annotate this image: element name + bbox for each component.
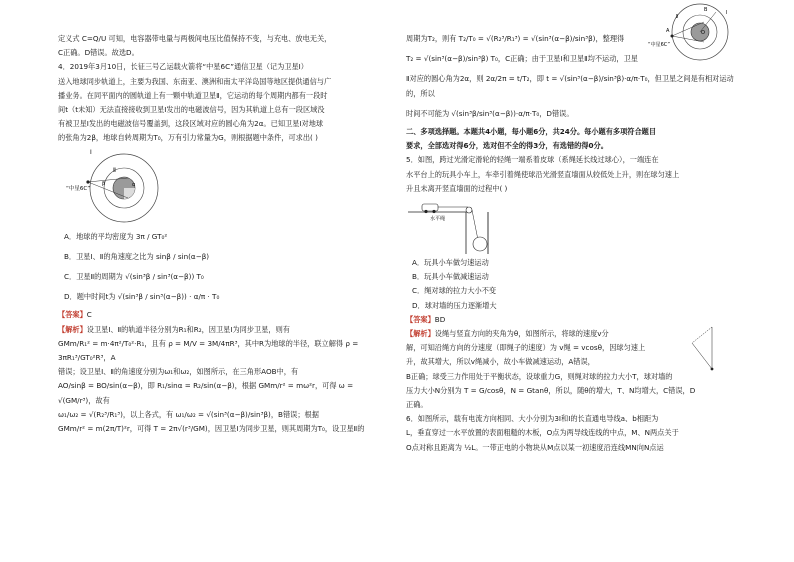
q4-line-3: 播业务。在同平面内的圆轨道上有一颗中轨道卫星Ⅱ，它运动的每个周期内都有一段时 [58, 90, 328, 100]
r-line-4: 时间不可能为 √(sin³β/sin³(α−β))·α/π·T₀，D错误。 [406, 108, 574, 118]
label-I: Ⅰ [90, 148, 92, 156]
option-a: A．地球的平均密度为 3π / GT₀² [64, 231, 168, 241]
satellite-dot [86, 180, 89, 183]
velocity-diagram [682, 323, 728, 373]
q4-line-1: 4．2019年3月10日，长征三号乙运载火箭将“中星6C”通信卫星（记为卫星Ⅰ） [58, 62, 308, 72]
option-c: C．卫星Ⅱ的周期为 √(sin³β / sin³(α−β)) T₀ [64, 272, 204, 282]
q5-option-b: B．玩具小车做减速运动 [412, 272, 489, 282]
analysis-tag: 【解析】 [58, 324, 87, 334]
r-analysis-tag: 【解析】 [406, 329, 435, 339]
section2-line-1: 二、多项选择题。本题共4小题，每小题6分，共24分。每小题有多项符合题目 [406, 127, 657, 137]
r-answer-tag: 【答案】 [406, 314, 435, 324]
r-analysis-line-4: B正确；球受三力作用处于平衡状态，设球重力G，则绳对球的拉力大小T，球对墙的 [406, 371, 673, 381]
label-beta: β [102, 180, 106, 187]
q6-line-1: 6．如图所示，载有电流方向相同、大小分别为3I和I的长直通电导线a、b相距为 [406, 414, 659, 424]
analysis-line-5: ω₁/ω₂ = √(R₂³/R₁³)，以上各式，有 ω₁/ω₂ = √(sin³(α−β)/sin³β)，B错误；根据 [58, 409, 319, 419]
q5-option-d: D．球对墙的压力逐渐增大 [412, 300, 497, 310]
analysis-line-6: GMm/r² = m(2π/T)²r，可得 T = 2π√(r³/GM)，因卫星Ⅰ为同步卫星，则其周期为T₀，设卫星Ⅱ的 [58, 424, 365, 434]
pulley-diagram [406, 196, 526, 256]
r-line-3: Ⅱ对应的圆心角为2α，则 2α/2π = t/T₂，即 t = √(sin³(α−β)/sin³β)·α/π·T₀，但卫星之间是有相对运动的，所以 [406, 74, 734, 98]
q4-line-2: 送入地球同步轨道上，主要为我国、东南亚、澳洲和南太平洋岛国等地区提供通信与广 [58, 76, 332, 86]
r-analysis-line-3: 升，故其增大，所以v绳减小，故小车做减速运动，A错误， [406, 357, 595, 367]
option-b: B．卫星Ⅰ、Ⅱ的角速度之比为 sinβ / sin(α−β) [64, 251, 210, 261]
pulley-figure [406, 196, 526, 256]
label-B: B [704, 7, 708, 13]
left-top-line: 定义式 C=Q/U 可知，电容器带电量与两极间电压比值保持不变，与充电、放电无关， [58, 34, 332, 43]
label-A: A [666, 28, 670, 34]
answer-tag: 【答案】 [58, 310, 87, 320]
r-analysis-line-6: 正确。 [406, 400, 428, 410]
r-analysis-line-2: 解，可知沿绳方向的分速度（即绳子的速度）为 v绳 = vcosθ，因球匀速上 [406, 343, 646, 353]
r-analysis-line-5: 压力大小N分别为 T = G/cosθ，N = Gtanθ，所以，随θ的增大，T、N均增大，C错误，D [406, 385, 696, 395]
q4-line-4: 间t（t未知）无法直接接收到卫星Ⅰ发出的电磁波信号，因为其轨道上总有一段区域没 [58, 105, 325, 115]
rope-slant [472, 210, 478, 240]
orbit-figure-left [58, 146, 178, 224]
label-star: “中星6C” [66, 185, 91, 192]
q4-line-6: 的张角为2β，地球自转周期为T₀，万有引力常量为G，则根据题中条件，可求出( ) [58, 133, 318, 143]
car-wheel-2 [432, 210, 435, 213]
left-column [58, 0, 376, 562]
label-horizontal-rope: 水平绳 [430, 216, 446, 223]
label-O: O [701, 30, 705, 36]
q6-line-2: L，垂直穿过一水平放置的表面粗糙的木板，O点为两导线连线的中点，M、N两点关于 [406, 428, 679, 438]
q5-option-c: C．绳对球的拉力大小不变 [412, 286, 497, 296]
analysis-line-4: AO/sinβ = BO/sin(α−β)，即 R₁/sinα = R₂/sin(α−β)，根据 GMm/r² = mω²r，可得 ω = √(GM/r³)，故有 [58, 381, 354, 405]
q5-option-a: A．玩具小车做匀速运动 [412, 258, 489, 268]
label-star-r: “中星6C” [648, 42, 670, 48]
orbit-diagram-2 [646, 2, 736, 68]
pulley [466, 207, 472, 213]
analysis-line-2: GMm/R₁² = m·4π²/T₀²·R₁，且有 ρ = M/V = 3M/4πR³，其中R为地球的半径，联立解得 ρ = 3πR₁³/GT₀²R³，A [58, 338, 359, 363]
answer-value: C [86, 310, 92, 320]
r-line-2: T₂ = √(sin³(α−β)/sin³β) T₀，C正确；由于卫星Ⅰ和卫星Ⅱ均不运动，卫星 [406, 54, 638, 64]
left-top-line2: C正确。D错误。故选D。 [58, 48, 139, 58]
section2-line-2: 要求，全部选对得6分，选对但不全的得3分，有选错的得0分。 [406, 141, 608, 151]
car-wheel-1 [424, 210, 427, 213]
label-alpha: α [132, 181, 136, 188]
toy-car [422, 204, 438, 211]
label-II: Ⅱ [113, 166, 116, 174]
option-d: D．题中时间t为 √(sin³β / sin³(α−β)) · α/π · T₀ [64, 292, 220, 302]
orbit-diagram [58, 146, 178, 224]
q5-line-3: 升且未离开竖直墙面的过程中( ) [406, 183, 508, 193]
q4-line-5: 有被卫星Ⅰ发出的电磁波信号覆盖到，这段区域对应的圆心角为2α。已知卫星Ⅰ对地球 [58, 119, 324, 129]
analysis-line-3: 错误；设卫星Ⅰ、Ⅱ的角速度分别为ω₁和ω₂，如图所示，在三角形AOB中，有 [58, 367, 299, 377]
r-analysis-line-1: 【解析】设绳与竖直方向的夹角为θ，如图所示，将球的速度v分 [406, 329, 609, 339]
shadow-sector [124, 188, 135, 199]
label-I-r: Ⅰ [726, 10, 728, 16]
q6-line-3: O点对称且距离为 ½L。一带正电的小物块从M点以某一初速度沿连线MN向N点运 [406, 442, 664, 452]
analysis-line-1: 【解析】设卫星Ⅰ、Ⅱ的轨道半径分别为R₁和R₂，因卫星Ⅰ为同步卫星，则有 [58, 324, 290, 334]
r-line-1: 周期为T₂，则有 T₂/T₀ = √(R₂³/R₁³) = √(sin³(α−β)/sin³β)，整理得 [406, 34, 625, 43]
label-II-r: Ⅱ [676, 14, 679, 20]
q5-line-2: 水平台上的玩具小车上，车牵引着绳使球沿光滑竖直墙面从较低处上升，则在球匀速上 [406, 169, 680, 179]
r-answer-value: BD [434, 314, 446, 324]
answer-row [58, 308, 376, 322]
orbit-figure-right [646, 2, 736, 68]
right-column [406, 0, 742, 562]
ball [473, 237, 487, 251]
q5-line-1: 5．如图，跨过光滑定滑轮的轻绳一端系着皮球（系绳延长线过球心），一端连在 [406, 155, 659, 165]
